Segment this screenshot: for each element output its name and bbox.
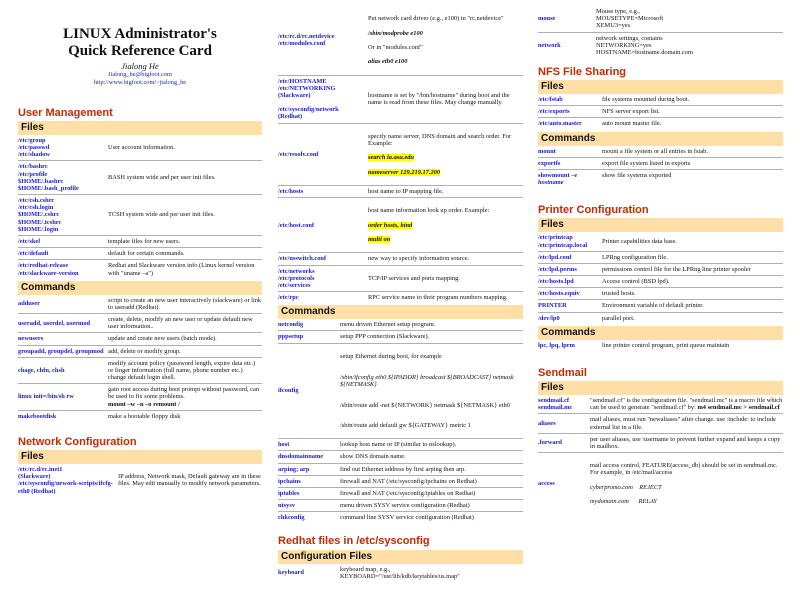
subheader-files: Files (538, 381, 783, 395)
table-row (18, 161, 262, 195)
table-row (278, 451, 523, 463)
command-name: makebootdisk (18, 412, 57, 420)
table-row (278, 500, 523, 512)
file-path: /etc/nsswitch.conf (278, 255, 327, 263)
command-name: ipchains (278, 477, 301, 485)
title-line-1: LINUX Administrator's (63, 26, 217, 42)
config-name: keyboard (278, 569, 304, 577)
command-name: ifconfig (278, 387, 299, 395)
table-row (18, 384, 262, 411)
file-path: /etc/networks /etc/protocols /etc/services (278, 267, 315, 289)
file-path: /etc/rc.d/rc.netdevice /etc/modules.conf (278, 33, 335, 48)
file-path: /etc/auto.master (538, 120, 582, 128)
file-path: /etc/default (18, 250, 49, 258)
command-name: host (278, 441, 290, 449)
command-description: add, delete or modify group. (108, 347, 181, 355)
command-description: setup PPP connection (Slackware). (340, 333, 430, 341)
table-row (18, 333, 262, 345)
table-row (18, 195, 262, 236)
command-name: mount (538, 147, 556, 155)
network-files-table (18, 464, 262, 497)
nfs-files-table (538, 94, 783, 130)
table-row (278, 253, 523, 265)
file-path: PRINTER (538, 302, 567, 310)
config-description: keyboard map, e.g., KEYBOARD="/usr/lib/kdb/keytables/us.map" (340, 565, 460, 580)
section-title-user-management: User Management (18, 106, 113, 119)
table-row (18, 236, 262, 248)
command-example: /sbin/route add default gw ${GATEWAY} metric 1 (340, 421, 471, 429)
file-path: sendmail.cf sendmail.mc (538, 397, 573, 412)
file-description: Access control (BSD lpd). (602, 278, 670, 286)
file-path: /etc/resolv.conf (278, 150, 319, 158)
file-path: aliases (538, 419, 556, 427)
file-description: host name information look up order. Example: (368, 207, 490, 215)
command-description: update and create new users (batch mode). (108, 335, 217, 343)
file-description: default for certain commands. (108, 250, 185, 258)
table-row (538, 94, 783, 106)
command-description: menu driven SYSV service configuration (Redhat) (340, 502, 470, 510)
command-description: make a bootable floppy disk (108, 412, 181, 420)
network-files-continued-table (278, 6, 523, 303)
table-row (278, 488, 523, 500)
table-row (18, 295, 262, 314)
access-example: cyberpromo.com REJECT (590, 483, 662, 491)
file-description: "sendmail.cf" is the configuration file. "sendmail.mc" is a macro file which can be used to generate "sendmail.cf" by: (590, 397, 783, 412)
file-description: NFS server export list. (602, 108, 660, 116)
config-name: mouse (538, 15, 556, 23)
table-row (538, 288, 783, 300)
table-row (538, 106, 783, 118)
table-row (278, 124, 523, 186)
subheader-commands: Commands (538, 326, 783, 340)
command-name: chage, chfn, chsh (18, 366, 65, 374)
file-description: Printer capabilities data base. (602, 238, 677, 245)
command-name: linux init=/bin/sh rw (18, 393, 74, 401)
table-row (278, 266, 523, 293)
file-description: per user aliases, use \username to prevent further expand and keeps a copy in mailbox. (590, 435, 781, 450)
table-row (278, 198, 523, 253)
command-name-cell (538, 172, 602, 186)
highlighted-example: search la.asu.edu (368, 154, 414, 162)
table-row (18, 464, 262, 497)
command-description: lookup host name or IP (similar to nslookup). (340, 441, 457, 449)
command-description: setup Ethernet during boot, for example (340, 352, 442, 360)
command-name: netconfig (278, 321, 304, 329)
author: Jialong He (121, 60, 159, 71)
file-description: RPC service name to their program numbers mapping. (368, 294, 508, 302)
subheader-files: Files (18, 450, 262, 464)
table-row (538, 434, 783, 453)
table-row (538, 264, 783, 276)
command-description: gain root access during boot prompt without password, can be used to fix some problems. (108, 386, 260, 401)
table-row (278, 439, 523, 451)
file-path: /etc/hosts (278, 187, 304, 195)
command-name: exportfs (538, 159, 561, 167)
table-row (538, 33, 783, 59)
file-path: /etc/host.conf (278, 221, 315, 229)
network-commands-table (278, 319, 523, 523)
author-email-link[interactable]: Jialong_he@bigfoot.com (108, 71, 172, 79)
command-description: find out Ethernet address by first arping then arp. (340, 465, 466, 473)
file-path: /etc/lpd.conf (538, 253, 572, 261)
table-row (538, 340, 783, 351)
column-2 (278, 6, 523, 582)
column-3 (538, 6, 783, 514)
file-description: Environment variable of default printer. (602, 302, 704, 310)
table-row (538, 232, 783, 251)
file-path: /etc/HOSTNAME /etc/NETWORKING (Slackware) /etc/sysconfig/network (Redhat) (278, 77, 339, 121)
command-description: firewall and NAT (/etc/sysconfig/iptables on Redhat) (340, 489, 476, 497)
table-row (538, 146, 783, 158)
file-description: specify name server, DNS domain and search order. For Example: (368, 132, 512, 147)
file-path: /dev/lp0 (538, 314, 560, 322)
command-name: lpc, lpq, lprm (538, 341, 575, 349)
section-title-nfs: NFS File Sharing (538, 66, 627, 79)
table-row (538, 170, 783, 188)
file-path: /etc/bashrc /etc/profile $HOME/.bashrc $HOME/.bash_profile (18, 163, 79, 192)
table-row (278, 512, 523, 523)
command-argument: hostname (538, 179, 564, 187)
file-path: /etc/printcap /etc/printcap.local (538, 234, 588, 249)
file-description: mail access control, FEATURE(access_db) should be set in sendmail.mc. For example, in /etc/mail/access (590, 462, 778, 477)
subheader-commands: Commands (278, 305, 523, 319)
file-description-cell (368, 200, 523, 250)
access-example: mydomain.com RELAY (590, 498, 657, 506)
file-description-cell (590, 455, 783, 512)
file-path: access (538, 480, 555, 488)
file-path: /etc/hosts.lpd (538, 278, 574, 286)
file-description: new way to specify information source. (368, 255, 470, 263)
sysconfig-table (278, 564, 523, 582)
highlighted-example: multi on (368, 235, 391, 243)
file-description: IP address, Network mask, Default gateway are in these files. May edit manually to modify network parameters. (118, 473, 261, 488)
table-row (278, 331, 523, 343)
section-title-sendmail: Sendmail (538, 366, 587, 379)
command-example: /sbin/ifconfig eth0 ${IPADDR} broadcast ${BROADCAST} netmask ${NETMASK} (340, 374, 514, 389)
example-command: alias eth0 e100 (368, 58, 408, 66)
table-row (18, 248, 262, 260)
file-path: /etc/fstab (538, 96, 563, 104)
example-command: /sbin/modprobe e100 (368, 29, 423, 37)
config-description: network settings, contains NETWORKING=yes HOSTNAME=hostname.domain.com (596, 34, 693, 56)
config-name: network (538, 41, 561, 49)
sendmail-files-table (538, 395, 783, 514)
file-description-cell (590, 397, 783, 411)
table-row (538, 414, 783, 433)
command-name: arping; arp (278, 465, 310, 473)
command-name: newusers (18, 335, 44, 343)
nfs-commands-table (538, 146, 783, 189)
file-path: /etc/lpd.perms (538, 265, 577, 273)
file-description: trusted hosts. (602, 290, 636, 298)
table-row (278, 476, 523, 488)
file-description: template files for new users. (108, 237, 181, 245)
table-row (278, 186, 523, 198)
table-row (278, 344, 523, 440)
file-description-more: Or in "modules.conf" (368, 43, 423, 51)
command-name: chkconfig (278, 514, 305, 522)
command-description: modify account policy (password length, expire data etc.) or finger information (full name, phone number etc.) change default login shell. (108, 359, 256, 382)
table-row (18, 260, 262, 278)
command-description: command line SYSV service configuration (Redhat) (340, 514, 474, 522)
file-description: TCP/IP services and ports mapping. (368, 274, 460, 282)
file-description: hostname is set by "/bin/hostname" during boot and the name is read from these files. May change manually. (368, 91, 510, 107)
file-description: BASH system wide and per user init files. (108, 174, 216, 182)
file-description: Put network card driver (e.g., e100) in "rc.netdevice" (368, 15, 504, 23)
file-description: TCSH system wide and per user init files. (108, 211, 215, 219)
table-row (538, 300, 783, 312)
table-row (538, 395, 783, 414)
file-description: User account information. (108, 144, 175, 152)
file-path: /etc/skel (18, 237, 41, 245)
table-row (278, 292, 523, 303)
command-name: dnsdomainname (278, 453, 324, 461)
command-description-cell (108, 386, 262, 408)
file-path: /etc/hosts.equiv (538, 290, 580, 298)
command-description: show file systems exported (602, 171, 672, 179)
command-description: export file system listed in exports (602, 159, 691, 167)
table-row (18, 358, 262, 385)
command-description: firewall and NAT (/etc/sysconfig/ipchains on Redhat) (340, 477, 477, 485)
command-description: mount a file system or all entries in fstab. (602, 147, 708, 155)
command-name: pppsetup (278, 333, 304, 341)
command-description: show DNS domain name. (340, 453, 406, 461)
file-path: /etc/exports (538, 108, 570, 116)
command-description: line printer control program, print queue maintain (602, 341, 730, 349)
file-description-cell (368, 8, 523, 73)
table-row (538, 6, 783, 33)
subheader-files: Files (538, 80, 783, 94)
file-description: mail aliases, must run "newaliases" after change. use :include: to include external list in a file. (590, 416, 776, 431)
printer-commands-table (538, 340, 783, 351)
file-path: .forward (538, 439, 562, 447)
table-row (538, 252, 783, 264)
subheader-configuration-files: Configuration Files (278, 550, 523, 564)
command-description: menu driven Ethernet setup program. (340, 321, 436, 329)
table-row (278, 76, 523, 124)
table-row (18, 314, 262, 333)
subheader-files: Files (18, 121, 262, 135)
file-description-cell (368, 126, 523, 183)
table-row (538, 313, 783, 324)
command-description: create, delete, modify an new user or update default new user information.. (108, 316, 253, 331)
section-title-network-configuration: Network Configuration (18, 435, 137, 448)
table-row (278, 564, 523, 582)
command-example: mount –w –n –o remount / (108, 400, 180, 408)
section-title-printer: Printer Configuration (538, 204, 649, 217)
table-row (18, 411, 262, 422)
command-name: useradd, userdel, usermod (18, 319, 91, 327)
title-block (18, 26, 262, 87)
file-description: host name to IP mapping file. (368, 187, 444, 195)
section-title-redhat-sysconfig: Redhat files in /etc/sysconfig (278, 535, 430, 548)
file-path: /etc/rc.d/rc.inet1 (Slackware) /etc/sysconfig/nework-scripts/ifcfg-eth0 (Redhat) (18, 466, 113, 495)
table-row (18, 346, 262, 358)
file-description: auto mount master file. (602, 120, 662, 128)
command-name: showmount –e (538, 171, 578, 179)
table-row (278, 6, 523, 76)
table-row (278, 319, 523, 331)
sysconfig-table-continued (538, 6, 783, 58)
file-description: permissions control file for the LPRng line printer spooler (602, 265, 751, 273)
subheader-commands: Commands (538, 132, 783, 146)
file-description: parallel port. (602, 314, 635, 322)
table-row (18, 135, 262, 162)
highlighted-example: order hosts, bind (368, 221, 413, 229)
user-files-table (18, 135, 262, 279)
file-description: Redhat and Slackware version info (Linux kernel version with "uname –a") (108, 262, 255, 277)
user-commands-table (18, 295, 262, 422)
table-row (538, 276, 783, 288)
command-name: adduser (18, 300, 41, 308)
command-name: iptables (278, 489, 300, 497)
config-description: Mouse type, e.g., MOUSETYPE=Microsoft XEMU3=yes (596, 8, 664, 30)
command-name: ntsysv (278, 502, 296, 510)
subheader-files: Files (538, 218, 783, 232)
file-path: /etc/csh.cshrc /etc/csh.login $HOME/.cshrc $HOME/.tcshrc $HOME/.login (18, 197, 62, 233)
table-row (278, 464, 523, 476)
command-example: /sbin/route add -net ${NETWORK} netmask ${NETMASK} eth0 (340, 401, 510, 409)
command-description-cell (340, 346, 523, 437)
printer-files-table (538, 232, 783, 323)
file-description: LPRng configuration file. (602, 253, 668, 261)
command-name: groupadd, groupdel, groupmod (18, 347, 104, 355)
file-path: /etc/group /etc/passwd /etc/shadow (18, 136, 50, 159)
table-row (538, 118, 783, 129)
table-row (538, 453, 783, 514)
file-path: /etc/redhat-release /etc/slackware-version (18, 262, 79, 277)
command-example: m4 sendmail.mc > sendmail.cf (697, 404, 780, 412)
column-1 (18, 6, 262, 497)
file-description: file systems mounted during boot. (602, 96, 690, 104)
author-website-link[interactable]: http://www.bigfoot.com/~jialong_he (93, 78, 187, 86)
command-description: script to create an new user interactively (slackware) or link to useradd (Redhat). (108, 296, 262, 311)
title-line-2: Quick Reference Card (68, 42, 212, 59)
file-path: /etc/rpc (278, 294, 299, 302)
highlighted-example: nameserver 129.219.17.200 (368, 168, 441, 176)
subheader-commands: Commands (18, 281, 262, 295)
table-row (538, 158, 783, 170)
